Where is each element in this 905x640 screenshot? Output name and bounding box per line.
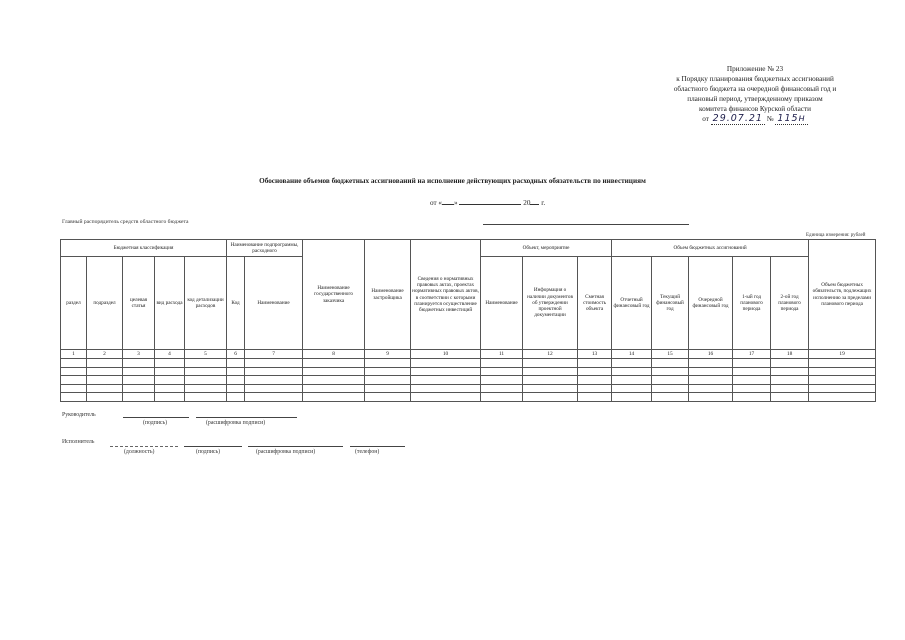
executor-caption-decode: (расшифровка подписи) <box>256 449 316 455</box>
header-next-year: Очередной финансовый год <box>689 257 733 350</box>
header-design-docs: Информация о наличии документов об утверждении проектной документации <box>523 257 578 350</box>
order-number-label: № <box>766 115 774 123</box>
table-row <box>61 376 876 385</box>
header-section: раздел <box>61 257 87 350</box>
head-caption-signature: (подпись) <box>143 420 168 426</box>
head-signature-line <box>123 417 189 418</box>
date-line <box>430 198 545 207</box>
header-total-obligations: Объем бюджетных обязательств, подлежащих исполнению за пределами планового периода <box>809 240 876 350</box>
order-number-handwritten: 115н <box>777 113 806 124</box>
budget-table <box>60 239 876 402</box>
head-label: Руководитель <box>62 412 96 418</box>
table-row <box>61 393 876 402</box>
manager-blank-line <box>483 224 689 225</box>
column-number: 5 <box>185 350 227 359</box>
header-object: Объект, мероприятие <box>481 240 612 257</box>
header-reporting-year: Отчетный финансовый год <box>612 257 652 350</box>
appendix-block <box>640 64 870 124</box>
table-header-row-1 <box>61 240 876 257</box>
column-number: 14 <box>612 350 652 359</box>
column-number: 4 <box>155 350 185 359</box>
header-plan-year-2: 2-ой год планового периода <box>771 257 809 350</box>
appendix-line-5: комитета финансов Курской области <box>699 105 811 113</box>
date-year-suffix: г. <box>541 199 546 207</box>
document-title: Обоснование объемов бюджетных ассигнований на исполнение действующих расходных обязательств по инвестициям <box>259 177 646 185</box>
executor-signature-line <box>184 446 242 447</box>
header-budget-classification: Бюджетная классификация <box>61 240 227 257</box>
header-legal-acts: Сведения о нормативных правовых актах, проектах нормативных правовых актов, в соответствии с которыми планируется осуществление бюджетных инвестиций <box>411 240 481 350</box>
executor-position-line <box>110 446 178 447</box>
appendix-line-3: областного бюджета на очередной финансовый год и <box>673 85 837 93</box>
header-estimate: Сметная стоимость объекта <box>578 257 612 350</box>
header-developer: Наименование застройщика <box>365 240 411 350</box>
column-number: 13 <box>578 350 612 359</box>
column-number: 10 <box>411 350 481 359</box>
executor-label: Исполнитель <box>62 439 95 445</box>
date-quote-close: » <box>454 199 458 207</box>
column-number: 16 <box>689 350 733 359</box>
executor-phone-line <box>350 446 405 447</box>
executor-caption-phone: (телефон) <box>355 449 380 455</box>
header-expense-type: вид расхода <box>155 257 185 350</box>
date-prefix: от « <box>430 199 443 207</box>
manager-label: Главный распорядитель средств областного бюджета <box>62 219 189 225</box>
column-number: 3 <box>123 350 155 359</box>
header-program-name: Наименование <box>245 257 303 350</box>
column-number: 1 <box>61 350 87 359</box>
header-subsection: подраздел <box>87 257 123 350</box>
order-line <box>640 114 870 124</box>
date-day-blank <box>442 198 454 205</box>
order-from-label: от <box>702 115 709 123</box>
column-number: 11 <box>481 350 523 359</box>
column-number: 9 <box>365 350 411 359</box>
header-gov-customer: Наименование государственного заказчика <box>303 240 365 350</box>
column-number: 6 <box>227 350 245 359</box>
column-number: 18 <box>771 350 809 359</box>
header-expense-detail-code: код детализации расходов <box>185 257 227 350</box>
table-row <box>61 367 876 376</box>
date-year-blank <box>530 198 539 205</box>
head-decode-line <box>196 417 297 418</box>
executor-caption-signature: (подпись) <box>196 449 221 455</box>
header-target-article: целевая статья <box>123 257 155 350</box>
column-number: 19 <box>809 350 876 359</box>
appendix-line-2: к Порядку планирования бюджетных ассигнований <box>676 75 834 83</box>
appendix-line-4: плановый период, утвержденному приказом <box>687 95 823 103</box>
table-row <box>61 384 876 393</box>
header-object-name: Наименование <box>481 257 523 350</box>
header-code: Код <box>227 257 245 350</box>
column-number: 8 <box>303 350 365 359</box>
header-gov-program: Наименование подпрограммы, расходного <box>227 240 303 257</box>
units-label: Единица измерения: рублей <box>806 233 866 238</box>
column-number: 2 <box>87 350 123 359</box>
header-budget-volume: Объем бюджетных ассигнований <box>612 240 809 257</box>
date-month-blank <box>459 198 521 205</box>
executor-caption-position: (должность) <box>124 449 155 455</box>
column-number: 12 <box>523 350 578 359</box>
column-number-row <box>61 350 876 359</box>
header-plan-year-1: 1-ый год планового периода <box>733 257 771 350</box>
head-caption-decode: (расшифровка подписи) <box>206 420 266 426</box>
header-current-year: Текущий финансовый год <box>652 257 689 350</box>
column-number: 15 <box>652 350 689 359</box>
table-row <box>61 359 876 368</box>
appendix-line-1: Приложение № 23 <box>726 65 784 73</box>
order-date-handwritten: 29.07.21 <box>712 113 763 124</box>
executor-decode-line <box>248 446 343 447</box>
date-year-prefix: 20 <box>523 199 531 207</box>
column-number: 7 <box>245 350 303 359</box>
column-number: 17 <box>733 350 771 359</box>
